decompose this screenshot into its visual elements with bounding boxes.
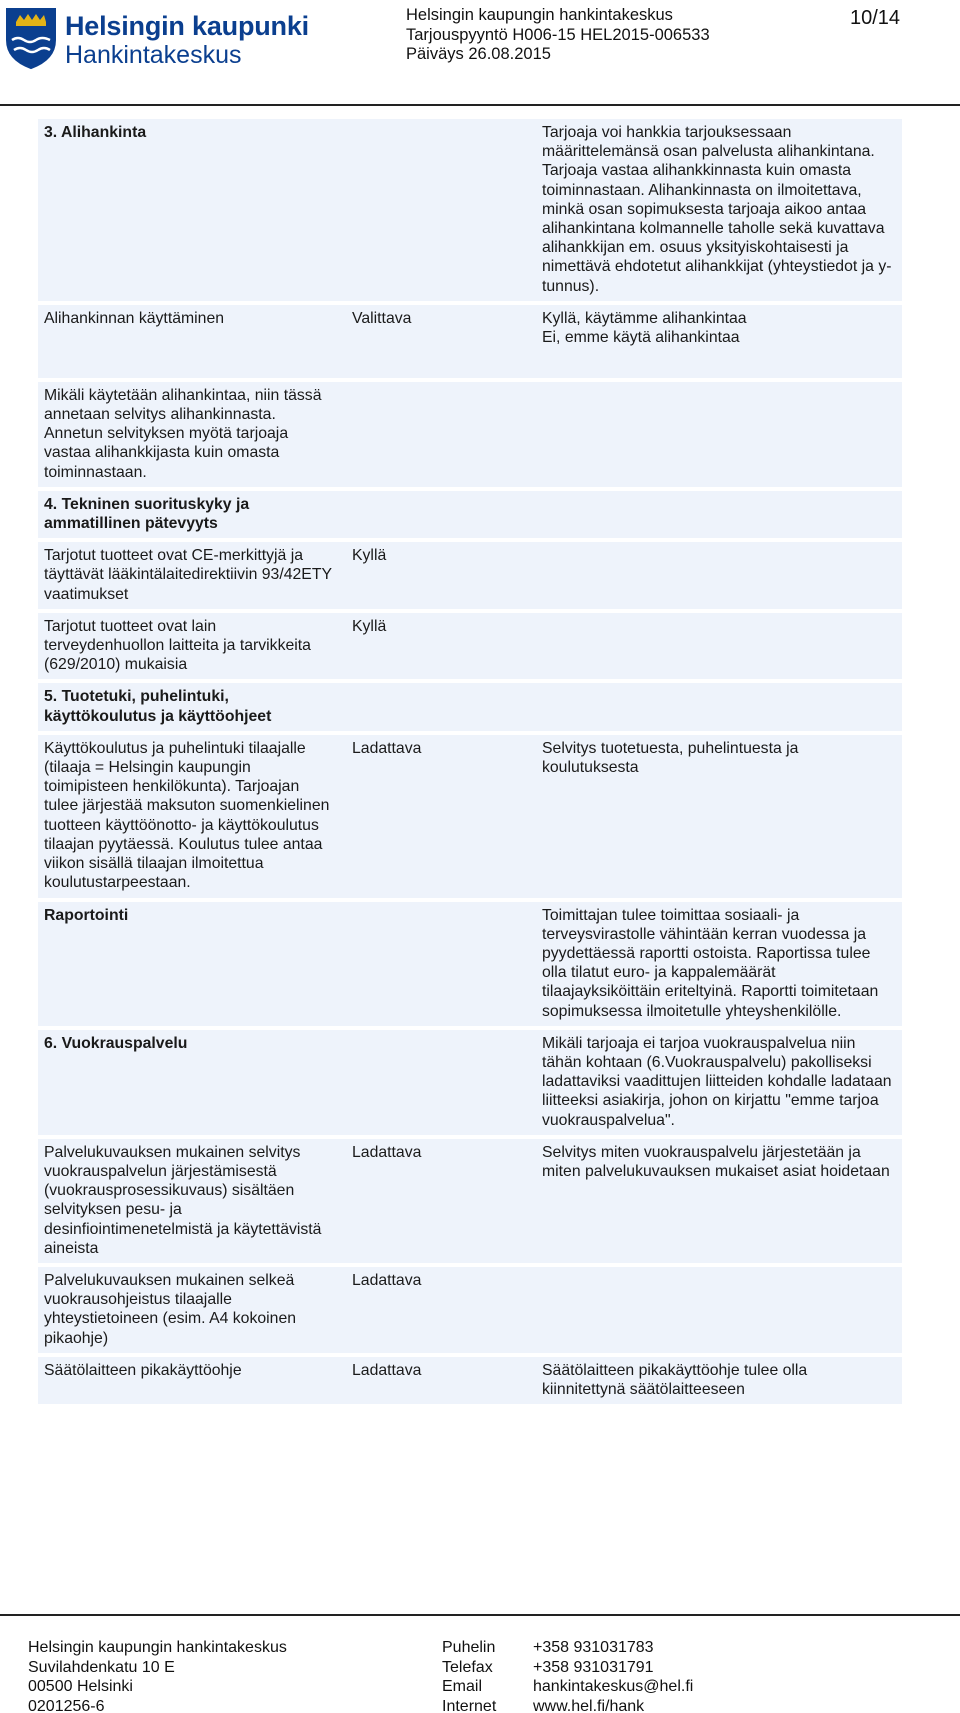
requirement-cell: 3. Alihankinta (44, 124, 147, 141)
requirement-cell: Raportointi (44, 906, 129, 924)
logo-subtitle: Hankintakeskus (65, 41, 242, 69)
document-date: Päiväys 26.08.2015 (406, 45, 551, 63)
requirements-table (38, 119, 902, 1408)
response-type-cell (342, 1030, 532, 1135)
page-number: 10/14 (850, 7, 901, 29)
table-row (38, 1139, 902, 1263)
footer-label-internet: Internet (442, 1697, 497, 1713)
description-cell: Kyllä, käytämme alihankintaa Ei, emme käytä alihankintaa (542, 309, 747, 347)
footer-phone: +358 931031783 (533, 1639, 654, 1656)
response-type-cell: Kyllä (352, 617, 387, 635)
description-cell (532, 382, 902, 487)
response-type-cell: Ladattava (352, 1361, 422, 1379)
requirement-cell: 5. Tuotetuki, puhelintuki, käyttökoulutus ja käyttöohjeet (44, 688, 272, 725)
logo-title: Helsingin kaupunki (65, 11, 309, 41)
description-cell: Mikäli tarjoaja ei tarjoa vuokrauspalvelua niin tähän kohtaan (6.Vuokrauspalvelu) pakolliseksi ladattaviksi vaadittujen liitteiden kohdalle ladataan liitteeksi asiakirja, johon on kirjattu "emme tarjoa vuokrauspalvelua". (542, 1034, 892, 1129)
response-type-cell: Kyllä (352, 547, 387, 565)
footer-contact-labels (442, 1638, 496, 1713)
response-type-cell: Valittava (352, 309, 412, 327)
table-row (38, 119, 902, 301)
requirement-cell: Palvelukuvauksen mukainen selvitys vuokrauspalvelun järjestämisestä (vuokrausprosessikuvaus) sisältäen selvityksen pesu- ja desinfiointimenetelmistä ja käytettävistä aineista (44, 1143, 322, 1257)
header-divider (0, 104, 960, 106)
table-row (38, 735, 902, 898)
table-row (38, 305, 902, 378)
response-type-cell: Ladattava (352, 1271, 422, 1289)
description-cell (532, 613, 902, 680)
response-type-cell (342, 683, 532, 730)
footer-label-email: Email (442, 1678, 483, 1695)
footer-divider (0, 1614, 960, 1616)
requirement-cell: 6. Vuokrauspalvelu (44, 1034, 188, 1052)
requirement-cell: Säätölaitteen pikakäyttöohje (44, 1361, 242, 1379)
page-header (0, 0, 960, 106)
requirement-cell: Käyttökoulutus ja puhelintuki tilaajalle (tilaaja = Helsingin kaupungin toimipisteen henkilökunta). Tarjoajan tulee järjestää maksuton suomenkielinen tuotteen käyttöönotto- ja käyttökoulutus tilaajan pyytäessä. Koulutus tulee antaa viikon sisällä tilaajan ilmoitettua koulutustarpeestaan. (44, 739, 330, 892)
description-cell: Tarjoaja voi hankkia tarjouksessaan määrittelemänsä osan palvelusta alihankintana. Tarjoaja vastaa alihankkinnasta kuin omasta toiminnastaan. Alihankinnasta on ilmoitettava, minkä osan sopimuksesta tarjoaja aikoo antaa alihankintana kolmannelle taholle sekä kuvattava alihankkijan em. osuus yksityiskohtaisesti ja nimettävä ehdotetut alihankkijat (yhteystiedot ja y-tunnus). (542, 124, 892, 295)
table-row (38, 382, 902, 487)
requirement-cell: 4. Tekninen suorituskyky ja ammatillinen pätevyyts (44, 495, 250, 533)
organization-name: Helsingin kaupungin hankintakeskus (406, 6, 673, 24)
description-cell (532, 542, 902, 609)
footer-contact-values (533, 1638, 693, 1713)
description-cell (532, 1267, 902, 1353)
requirement-cell: Palvelukuvauksen mukainen selkeä vuokrausohjeistus tilaajalle yhteystietoineen (esim. A4 kokoinen pikaohje) (44, 1271, 297, 1347)
footer-postal: 00500 Helsinki (28, 1678, 133, 1695)
tender-reference: Tarjouspyyntö H006-15 HEL2015-006533 (406, 25, 710, 44)
footer-fax: +358 931031791 (533, 1658, 654, 1676)
response-type-cell (342, 382, 532, 487)
footer-address (28, 1638, 287, 1713)
response-type-cell: Ladattava (352, 1143, 422, 1161)
requirement-cell: Alihankinnan käyttäminen (44, 309, 225, 327)
footer-label-fax: Telefax (442, 1658, 493, 1676)
table-row (38, 1357, 902, 1404)
description-cell: Säätölaitteen pikakäyttöohje tulee olla kiinnitettynä säätölaitteeseen (542, 1361, 808, 1398)
requirement-cell: Tarjotut tuotteet ovat CE-merkittyjä ja täyttävät lääkintälaitedirektiivin 93/42ETY vaatimukset (44, 547, 332, 603)
table-row (38, 683, 902, 730)
table-row (38, 1267, 902, 1353)
description-cell (532, 491, 902, 538)
response-type-cell: Ladattava (352, 739, 422, 757)
helsinki-logo (4, 6, 309, 70)
footer-label-phone: Puhelin (442, 1639, 496, 1656)
footer-email[interactable]: hankintakeskus@hel.fi (533, 1678, 694, 1695)
footer-street: Suvilahdenkatu 10 E (28, 1658, 175, 1676)
description-cell: Selvitys miten vuokrauspalvelu järjestetään ja miten palvelukuvauksen mukaiset asiat hoidetaan (542, 1143, 890, 1180)
response-type-cell (342, 119, 532, 301)
table-row (38, 491, 902, 538)
document-info (406, 6, 710, 65)
table-row (38, 542, 902, 609)
requirement-cell: Tarjotut tuotteet ovat lain terveydenhuollon laitteita ja tarvikkeita (629/2010) mukaisia (44, 617, 311, 674)
description-cell: Toimittajan tulee toimittaa sosiaali- ja terveysvirastolle vähintään kerran vuodessa ja pyydettäessä raportti ostoista. Raportissa tulee olla tilatut euro- ja kappalemäärät tilaajayksiköittäin eriteltyinä. Raportti toimitetaan sopimuksessa ilmoitetulle yhteyshenkilölle. (542, 906, 879, 1020)
description-cell (532, 683, 902, 730)
table-row (38, 902, 902, 1026)
table-row (38, 613, 902, 680)
helsinki-crest-icon (4, 6, 58, 70)
footer-org: Helsingin kaupungin hankintakeskus (28, 1639, 287, 1656)
footer-business-id: 0201256-6 (28, 1697, 105, 1713)
response-type-cell (342, 491, 532, 538)
footer-website[interactable]: www.hel.fi/hank (533, 1697, 645, 1713)
requirement-cell: Mikäli käytetään alihankintaa, niin tässä annetaan selvitys alihankinnasta. Annetun selvityksen myötä tarjoaja vastaa alihankkijasta kuin omasta toiminnastaan. (44, 386, 322, 481)
response-type-cell (342, 902, 532, 1026)
table-row (38, 1030, 902, 1135)
description-cell: Selvitys tuotetuesta, puhelintuesta ja koulutuksesta (542, 739, 799, 777)
